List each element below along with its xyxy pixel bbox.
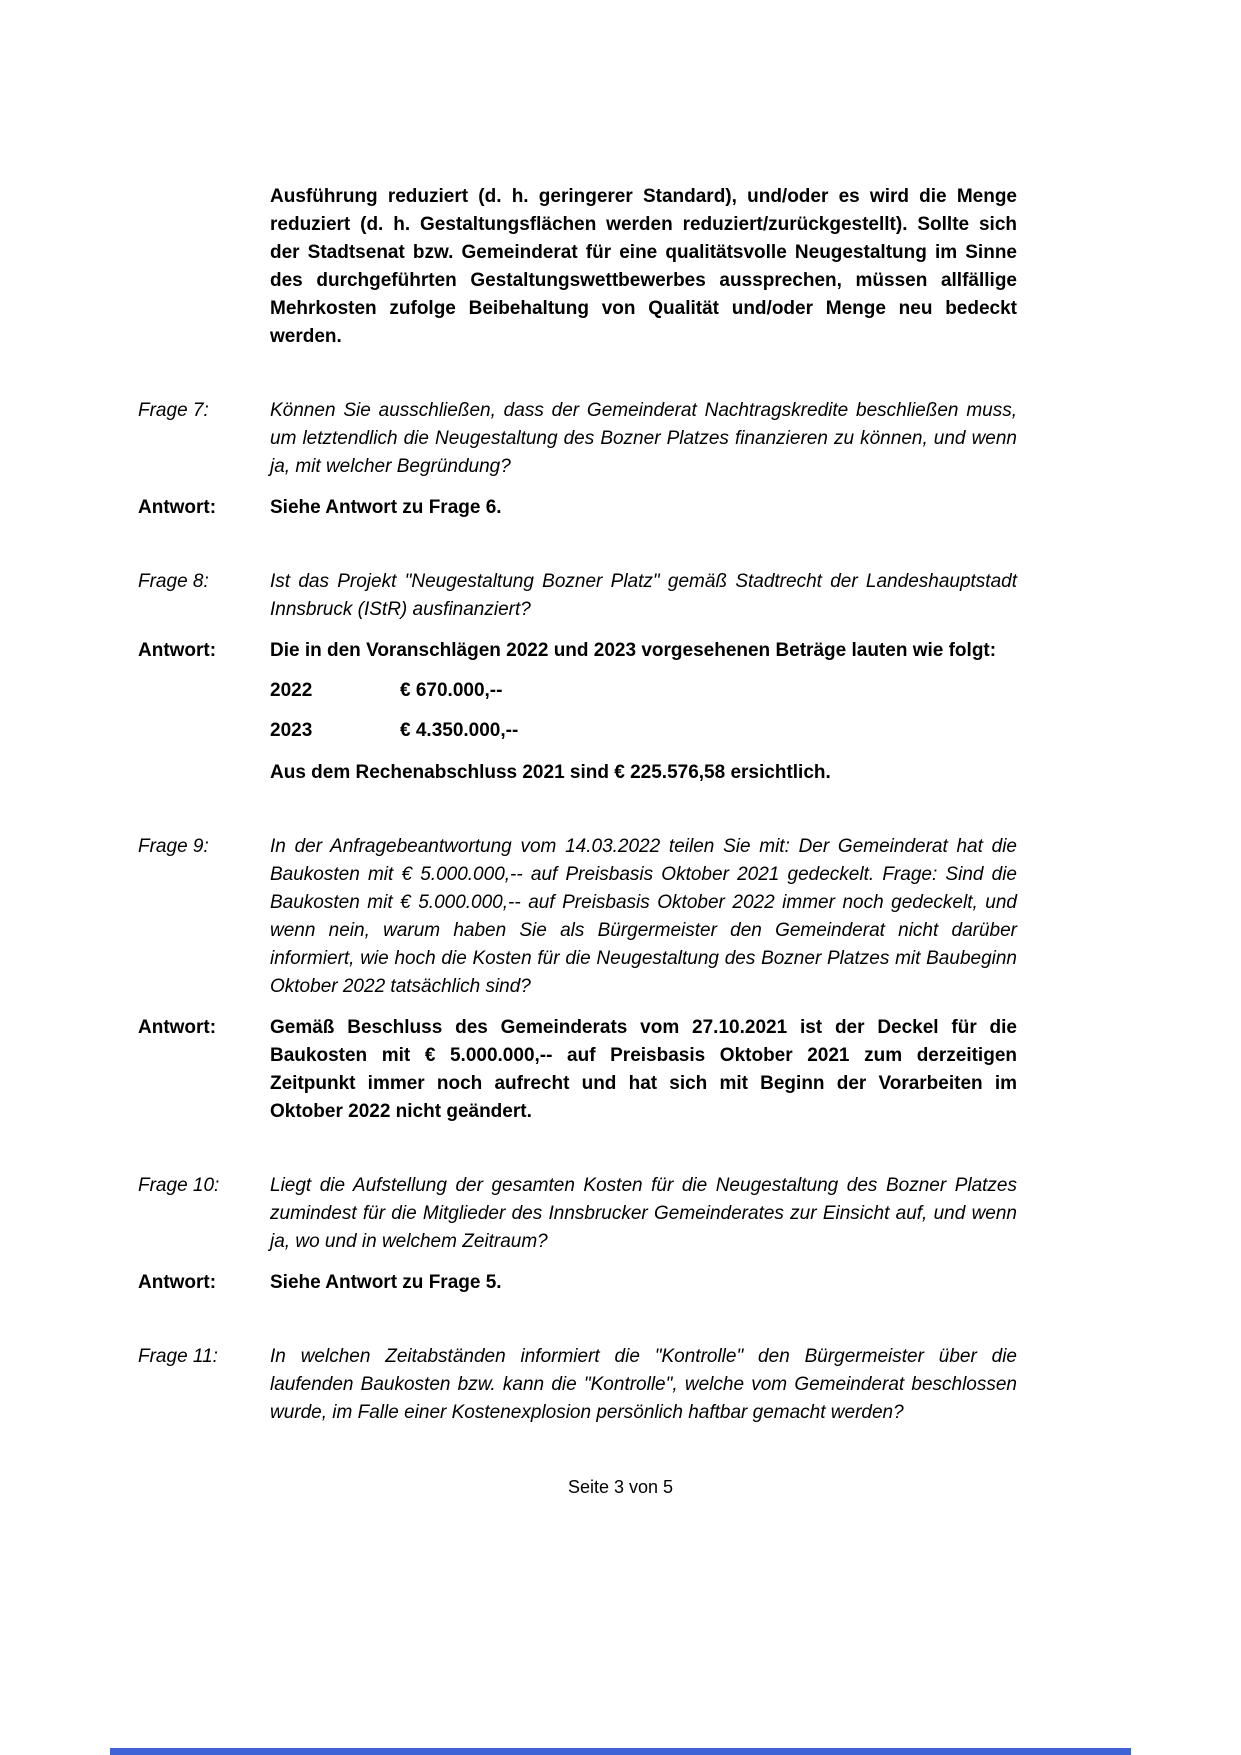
question-label: Frage 11: [138, 1346, 218, 1367]
answer-outro: Aus dem Rechenabschluss 2021 sind € 225.576,58 ersichtlich. [270, 762, 831, 783]
qa-block-frage-11 [138, 1343, 1017, 1427]
question-text: Ist das Projekt "Neugestaltung Bozner Platz" gemäß Stadtrecht der Landeshauptstadt Innsbruck (IStR) ausfinanziert? [270, 571, 1017, 620]
qa-block-frage-7 [138, 397, 1017, 481]
answer-label: Antwort: [138, 640, 217, 661]
question-label: Frage 10: [138, 1175, 220, 1196]
answer-block-frage-8 [138, 637, 1017, 787]
intro-block [138, 183, 1017, 351]
answer-content [270, 637, 1017, 787]
page-number-footer: Seite 3 von 5 [567, 1477, 674, 1497]
intro-paragraph: Ausführung reduziert (d. h. geringerer Standard), und/oder es wird die Menge reduziert (d. h. Gestaltungsflächen werden reduziert/zurückgestellt). Sollte sich der Stadtsenat bzw. Gemeinderat für eine qualitätsvolle Neugestaltung im Sinne des durchgeführten Gestaltungswettbewerbes aussprechen, müssen allfällige Mehrkosten zufolge Beibehaltung von Qualität und/oder Menge neu bedeckt werden. [270, 186, 1017, 347]
answer-text: Siehe Antwort zu Frage 6. [270, 497, 502, 518]
question-text: Können Sie ausschließen, dass der Gemeinderat Nachtragskredite beschließen muss, um letztendlich die Neugestaltung des Bozner Platzes finanzieren zu können, und wenn ja, mit welcher Begründung? [270, 400, 1017, 477]
budget-amount: € 4.350.000,-- [400, 720, 519, 741]
question-label: Frage 7: [138, 400, 209, 421]
answer-text: Siehe Antwort zu Frage 5. [270, 1272, 502, 1293]
question-text: Liegt die Aufstellung der gesamten Kosten für die Neugestaltung des Bozner Platzes zumindest für die Mitglieder des Innsbrucker Gemeinderates zur Einsicht auf, und wenn ja, wo und in welchem Zeitraum? [270, 1175, 1017, 1252]
bottom-accent-bar [110, 1748, 1131, 1755]
qa-block-frage-8 [138, 568, 1017, 624]
question-label: Frage 9: [138, 836, 209, 857]
budget-year: 2022 [270, 680, 313, 701]
answer-intro: Die in den Voranschlägen 2022 und 2023 vorgesehenen Beträge lauten wie folgt: [270, 640, 997, 661]
budget-row-2023 [270, 717, 1017, 745]
answer-block-frage-7 [138, 494, 1017, 522]
answer-block-frage-10 [138, 1269, 1017, 1297]
question-text: In der Anfragebeantwortung vom 14.03.2022 teilen Sie mit: Der Gemeinderat hat die Baukosten mit € 5.000.000,-- auf Preisbasis Oktober 2021 gedeckelt. Frage: Sind die Baukosten mit € 5.000.000,-- auf Preisbasis Oktober 2022 immer noch gedeckelt, und wenn nein, warum haben Sie als Bürgermeister den Gemeinderat nicht darüber informiert, wie hoch die Kosten für die Neugestaltung des Bozner Platzes mit Baubeginn Oktober 2022 tatsächlich sind? [270, 836, 1017, 997]
question-text: In welchen Zeitabständen informiert die "Kontrolle" den Bürgermeister über die laufenden Baukosten bzw. kann die "Kontrolle", welche vom Gemeinderat beschlossen wurde, im Falle einer Kostenexplosion persönlich haftbar gemacht werden? [270, 1346, 1017, 1423]
budget-amount: € 670.000,-- [400, 680, 503, 701]
answer-label: Antwort: [138, 497, 217, 518]
answer-label: Antwort: [138, 1272, 217, 1293]
budget-amounts [270, 677, 1017, 745]
qa-block-frage-9 [138, 833, 1017, 1001]
budget-row-2022 [270, 677, 1017, 705]
answer-text: Gemäß Beschluss des Gemeinderats vom 27.10.2021 ist der Deckel für die Baukosten mit € 5.000.000,-- auf Preisbasis Oktober 2021 zum derzeitigen Zeitpunkt immer noch aufrecht und hat sich mit Beginn der Vorarbeiten im Oktober 2022 nicht geändert. [270, 1017, 1017, 1122]
answer-label: Antwort: [138, 1017, 217, 1038]
qa-block-frage-10 [138, 1172, 1017, 1256]
intro-label-spacer [138, 183, 270, 351]
answer-block-frage-9 [138, 1014, 1017, 1126]
question-label: Frage 8: [138, 571, 209, 592]
budget-year: 2023 [270, 720, 313, 741]
